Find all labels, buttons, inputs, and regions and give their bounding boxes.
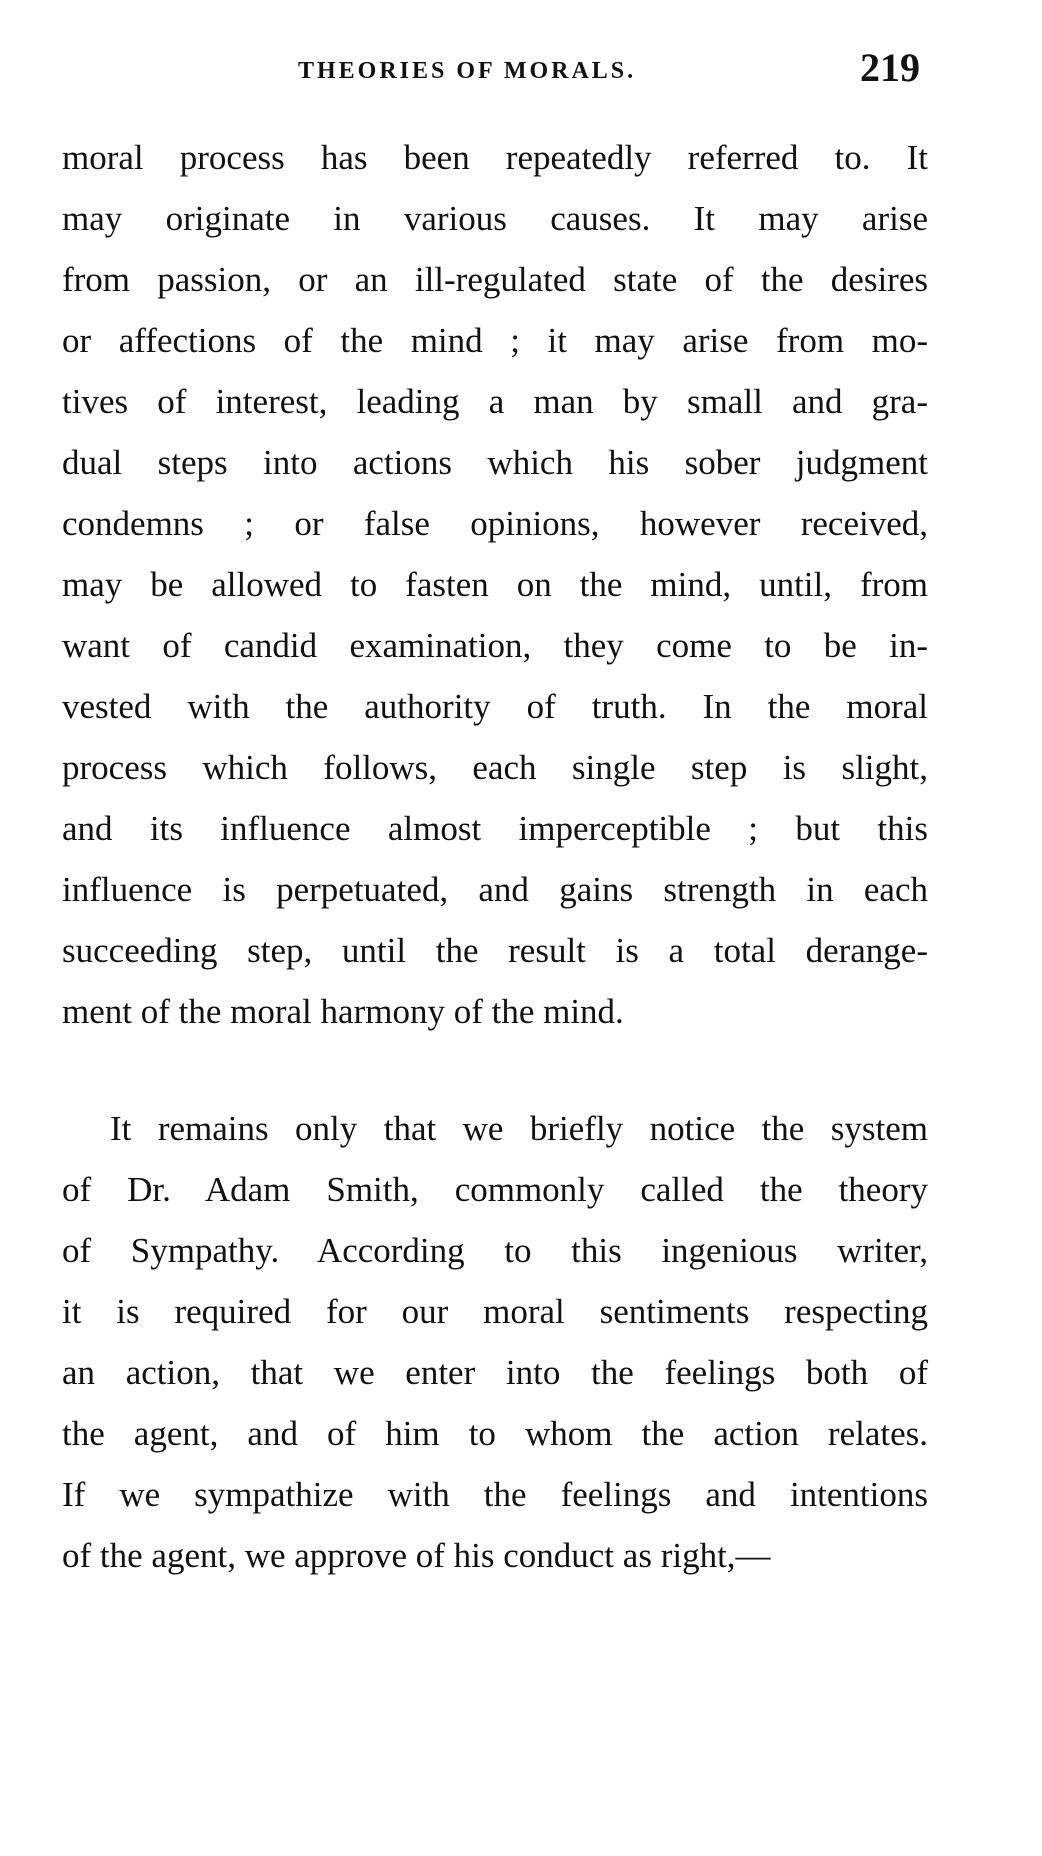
text-line: It remains only that we briefly notice the system — [110, 1109, 928, 1148]
text-line: vested with the authority of truth. In the moral — [62, 687, 928, 726]
text-line: of the agent, we approve of his conduct as right,— — [62, 1536, 771, 1575]
running-head — [62, 44, 928, 94]
paragraph-theory-of-sympathy — [62, 1098, 928, 1586]
paragraph-moral-process — [62, 127, 928, 1042]
text-line: If we sympathize with the feelings and intentions — [62, 1475, 928, 1514]
text-line: of Dr. Adam Smith, commonly called the theory — [62, 1170, 928, 1209]
text-line: tives of interest, leading a man by small and gra- — [62, 382, 928, 421]
text-line: may be allowed to fasten on the mind, until, from — [62, 565, 928, 604]
text-line: an action, that we enter into the feelings both of — [62, 1353, 928, 1392]
running-title: THEORIES OF MORALS. — [298, 58, 637, 84]
text-line: and its influence almost imperceptible ; but this — [62, 809, 928, 848]
text-line: condemns ; or false opinions, however received, — [62, 504, 928, 543]
text-line: it is required for our moral sentiments respecting — [62, 1292, 928, 1331]
text-line: moral process has been repeatedly referred to. It — [62, 138, 928, 177]
text-line: may originate in various causes. It may arise — [62, 199, 928, 238]
text-line: from passion, or an ill-regulated state of the desires — [62, 260, 928, 299]
text-line: succeeding step, until the result is a total derange- — [62, 931, 928, 970]
page-number: 219 — [860, 45, 920, 90]
text-line: want of candid examination, they come to be in- — [62, 626, 928, 665]
text-line: ment of the moral harmony of the mind. — [62, 992, 624, 1031]
text-line: the agent, and of him to whom the action relates. — [62, 1414, 928, 1453]
text-line: dual steps into actions which his sober judgment — [62, 443, 928, 482]
text-line: or affections of the mind ; it may arise from mo- — [62, 321, 928, 360]
text-line: process which follows, each single step is slight, — [62, 748, 928, 787]
text-line: influence is perpetuated, and gains strength in each — [62, 870, 928, 909]
text-line: of Sympathy. According to this ingenious writer, — [62, 1231, 928, 1270]
